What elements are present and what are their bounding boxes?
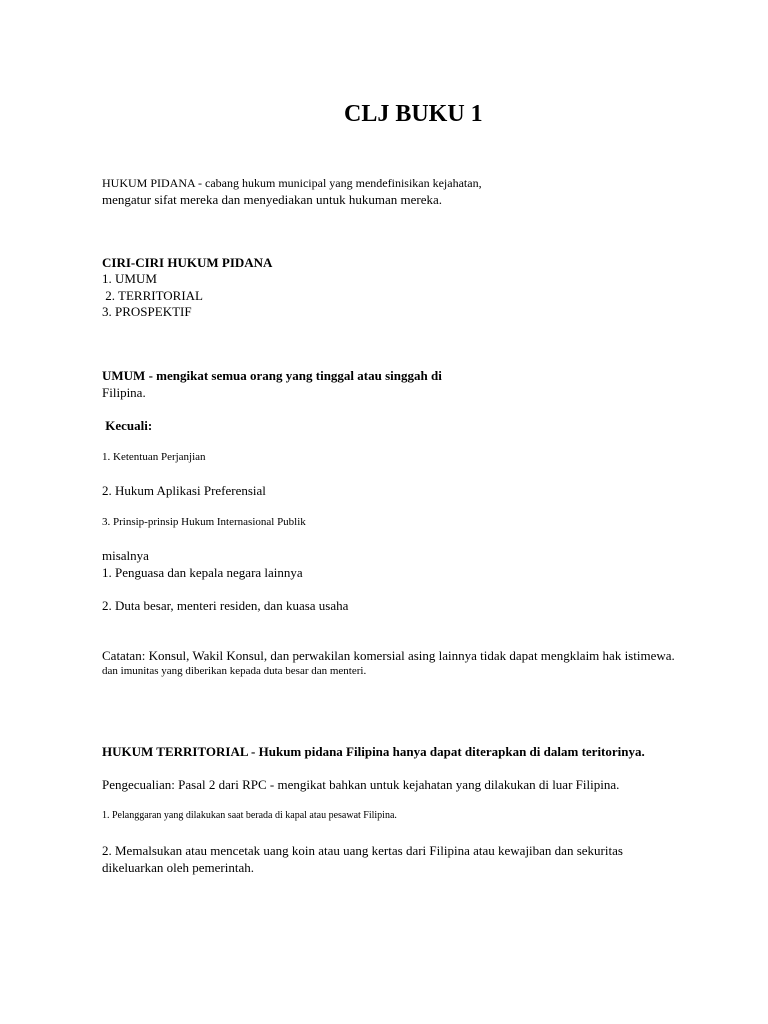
characteristics-item-2: 2. TERRITORIAL — [102, 288, 203, 303]
example-item-1: 1. Penguasa dan kepala negara lainnya — [102, 565, 303, 580]
note-line-1: Catatan: Konsul, Wakil Konsul, dan perwakilan komersial asing lainnya tidak dapat mengklaim hak istimewa. — [102, 648, 675, 663]
exception-item-3: 3. Prinsip-prinsip Hukum Internasional Publik — [102, 516, 306, 528]
document-title: CLJ BUKU 1 — [344, 101, 483, 127]
exceptions-label: Kecuali: — [102, 418, 153, 433]
exception-item-2: 2. Hukum Aplikasi Preferensial — [102, 483, 266, 498]
general-heading-line-2: Filipina. — [102, 385, 146, 400]
exception-item-1: 1. Ketentuan Perjanjian — [102, 451, 206, 463]
territorial-item-2-line-1: 2. Memalsukan atau mencetak uang koin atau uang kertas dari Filipina atau kewajiban dan sekuritas — [102, 843, 623, 858]
definition-line-2: mengatur sifat mereka dan menyediakan untuk hukuman mereka. — [102, 192, 443, 207]
characteristics-item-1: 1. UMUM — [102, 271, 157, 286]
territorial-item-2-line-2: dikeluarkan oleh pemerintah. — [102, 860, 254, 875]
note-line-2: dan imunitas yang diberikan kepada duta besar dan menteri. — [102, 665, 367, 677]
territorial-item-1: 1. Pelanggaran yang dilakukan saat berada di kapal atau pesawat Filipina. — [102, 810, 397, 821]
general-heading-line-1: UMUM - mengikat semua orang yang tinggal atau singgah di — [102, 368, 442, 383]
characteristics-heading: CIRI-CIRI HUKUM PIDANA — [102, 255, 273, 270]
territorial-heading: HUKUM TERRITORIAL - Hukum pidana Filipina hanya dapat diterapkan di dalam teritorinya. — [102, 744, 645, 759]
definition-line-1: HUKUM PIDANA - cabang hukum municipal yang mendefinisikan kejahatan, — [102, 176, 482, 190]
characteristics-item-3: 3. PROSPEKTIF — [102, 304, 192, 319]
territorial-exception-intro: Pengecualian: Pasal 2 dari RPC - mengikat bahkan untuk kejahatan yang dilakukan di luar Filipina. — [102, 777, 620, 792]
example-label: misalnya — [102, 548, 149, 563]
example-item-2: 2. Duta besar, menteri residen, dan kuasa usaha — [102, 598, 349, 613]
